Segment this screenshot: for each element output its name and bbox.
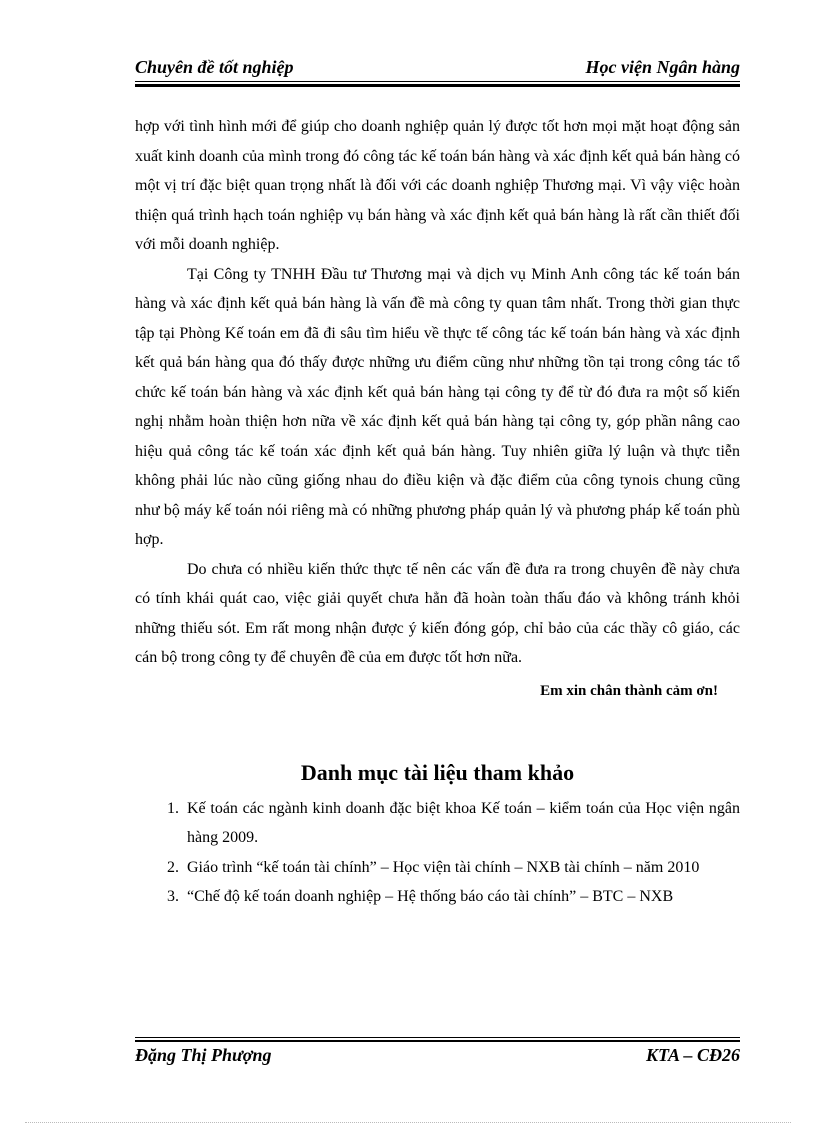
- thanks-line: Em xin chân thành cảm ơn!: [540, 682, 718, 699]
- header-rule-thin: [135, 81, 740, 82]
- footer-rule-thick: [135, 1040, 740, 1042]
- paragraph-1: hợp với tình hình mới để giúp cho doanh nghiệp quản lý được tốt hơn mọi mặt hoạt động sản xuất kinh doanh của mình trong đó công tác kế toán bán hàng và xác định kết quả bán hàng có một vị trí đặc biệt quan trọng nhất là đối với các doanh nghiệp Thương mại. Vì vậy việc hoàn thiện quá trình hạch toán nghiệp vụ bán hàng và xác định kết quả bán hàng là rất cần thiết đối với mỗi doanh nghiệp.: [135, 118, 740, 253]
- footer-rule-thin: [135, 1037, 740, 1038]
- paragraph-2: Tại Công ty TNHH Đầu tư Thương mại và dịch vụ Minh Anh công tác kế toán bán hàng và xác định kết quả bán hàng là vấn đề mà công ty quan tâm nhất. Trong thời gian thực tập tại Phòng Kế toán em đã đi sâu tìm hiểu về thực tế công tác kế toán bán hàng và xác định kết quả bán hàng qua đó thấy được những ưu điểm cũng như những tồn tại trong công tác tổ chức kế toán bán hàng và xác định kết quả bán hàng tại công ty để từ đó đưa ra một số kiến nghị nhằm hoàn thiện hơn nữa về xác định kết quả bán hàng tại công ty, góp phần nâng cao hiệu quả công tác kế toán xác định kết quả bán hàng. Tuy nhiên giữa lý luận và thực tiễn không phải lúc nào cũng giống nhau do điều kiện và đặc điểm của công tynois chung cũng như bộ máy kế toán nói riêng mà có những phương pháp quản lý và phương pháp kế toán phù hợp.: [135, 265, 740, 548]
- reference-item: 2. Giáo trình “kế toán tài chính” – Học viện tài chính – NXB tài chính – năm 2010: [183, 853, 740, 883]
- references-list: [135, 794, 740, 912]
- header-rule-thick: [135, 84, 740, 87]
- footer-class-code: KTA – CĐ26: [645, 1045, 740, 1065]
- references-title: Danh mục tài liệu tham khảo: [300, 760, 575, 785]
- page-footer: [135, 1045, 740, 1066]
- header-institution: Học viện Ngân hàng: [585, 57, 740, 77]
- header-title: Chuyên đề tốt nghiệp: [135, 57, 294, 77]
- paragraph-3: Do chưa có nhiều kiến thức thực tế nên các vấn đề đưa ra trong chuyên đề này chưa có tính khái quát cao, việc giải quyết chưa hẳn đã hoàn toàn thấu đáo và không tránh khỏi những thiếu sót. Em rất mong nhận được ý kiến đóng góp, chỉ bảo của các thầy cô giáo, các cán bộ trong công ty để chuyên đề của em được tốt hơn nữa.: [135, 560, 740, 666]
- footer-author: Đặng Thị Phượng: [135, 1045, 272, 1065]
- reference-item: 1. Kế toán các ngành kinh doanh đặc biệt khoa Kế toán – kiểm toán của Học viện ngân hàng 2009.: [183, 794, 740, 853]
- page-content: [135, 112, 740, 912]
- reference-item: 3. “Chế độ kế toán doanh nghiệp – Hệ thống báo cáo tài chính” – BTC – NXB: [183, 882, 740, 912]
- page-header: [135, 57, 740, 78]
